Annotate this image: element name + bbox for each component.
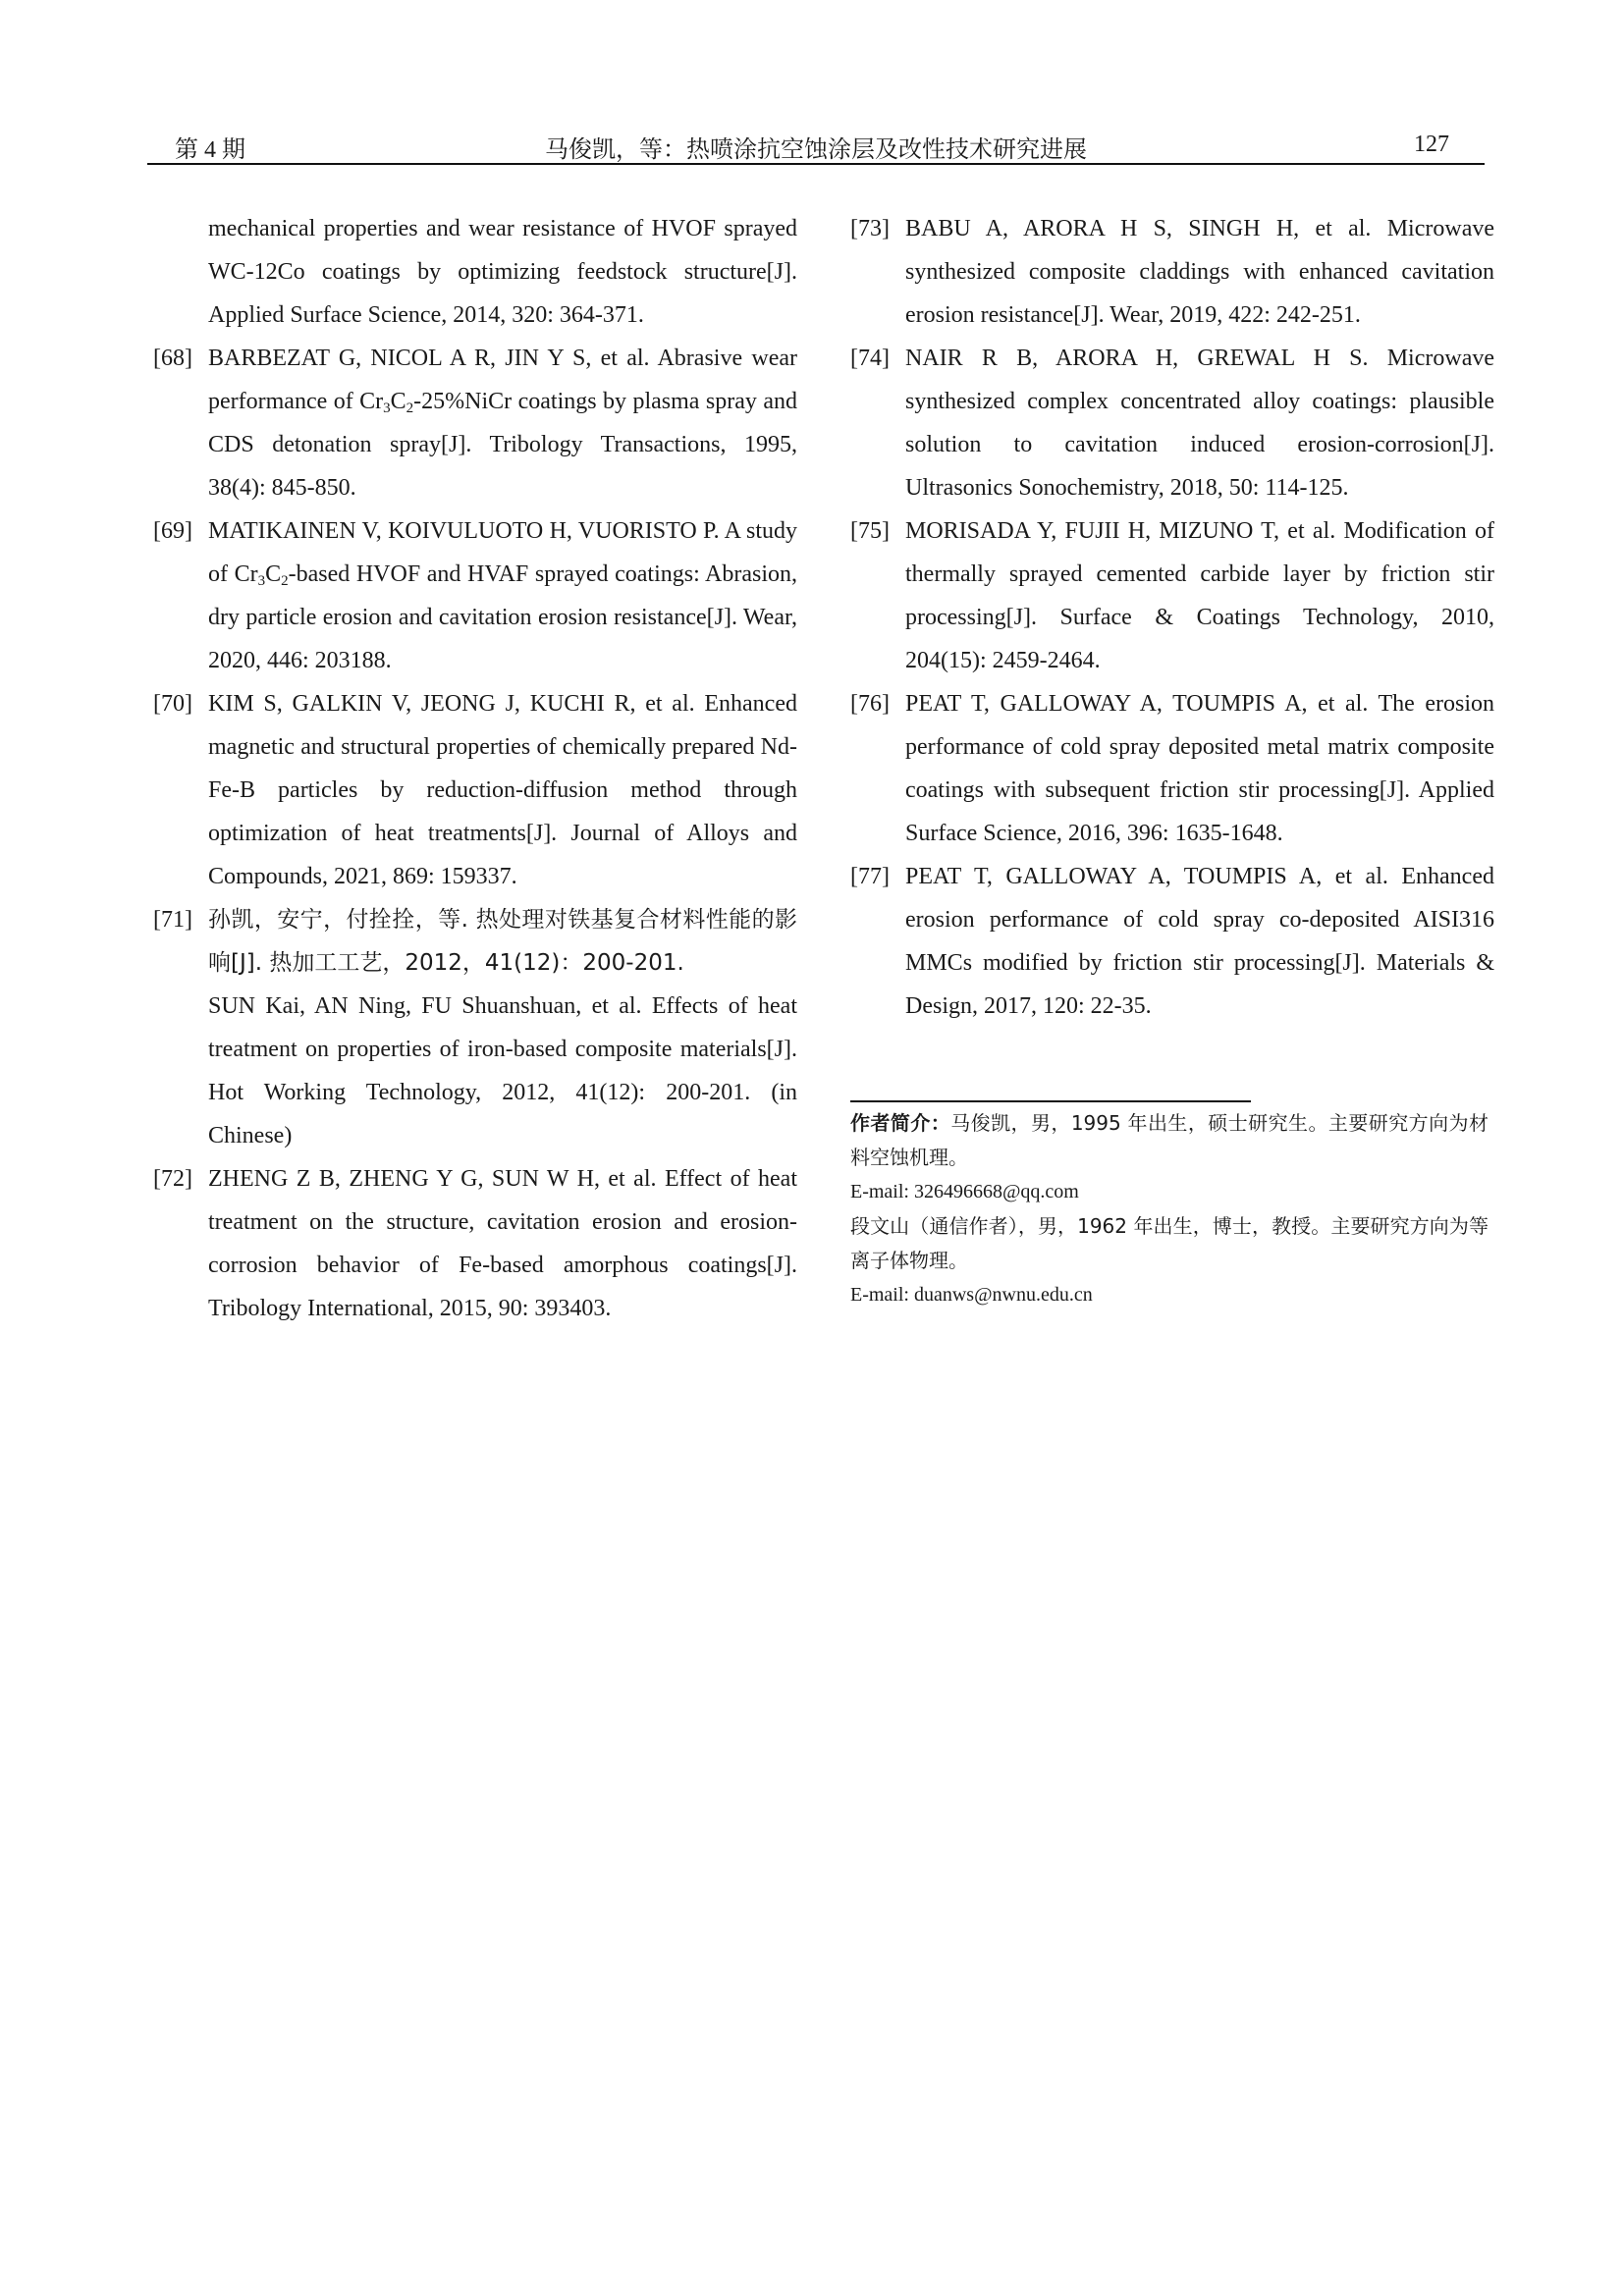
reference-68 (153, 337, 797, 509)
reference-text: NAIR R B, ARORA H, GREWAL H S. Microwave synthesized complex concentrated alloy coatings: plausible solution to cavitation induced erosion-corrosion[J]. Ultrasonics Sonochemistry, 2018, 50: 114-125. (905, 346, 1494, 501)
reference-number: [69] (153, 518, 192, 544)
right-column (850, 207, 1494, 1028)
reference-75 (850, 509, 1494, 682)
reference-text: ZHENG Z B, ZHENG Y G, SUN W H, et al. Effect of heat treatment on the structure, cavitation erosion and erosion-corrosion behavior of Fe-based amorphous coatings[J]. Tribology International, 2015, 90: 393403. (208, 1166, 797, 1321)
reference-73 (850, 207, 1494, 337)
reference-number: [76] (850, 691, 890, 717)
reference-text: MATIKAINEN V, KOIVULUOTO H, VUORISTO P. A study of $Cr_3C_2$-based HVOF and HVAF sprayed coatings: Abrasion, dry particle erosion and cavitation erosion resistance[J]. Wear, 2020, 446: 203188. (208, 518, 797, 673)
reference-77 (850, 855, 1494, 1028)
author-2-email: E-mail: duanws@nwnu.edu.cn (850, 1284, 1093, 1306)
running-title: 马俊凯，等：热喷涂抗空蚀涂层及改性技术研究进展 (545, 137, 1087, 163)
reference-76 (850, 682, 1494, 855)
reference-72 (153, 1157, 797, 1330)
issue-label: 第 4 期 (175, 137, 245, 163)
reference-number: [74] (850, 346, 890, 371)
reference-69 (153, 509, 797, 682)
reference-number: [68] (153, 346, 192, 371)
reference-text: PEAT T, GALLOWAY A, TOUMPIS A, et al. Enhanced erosion performance of cold spray co-deposited AISI316 MMCs modified by friction stir processing[J]. Materials & Design, 2017, 120: 22-35. (905, 864, 1494, 1019)
reference-number: [72] (153, 1166, 192, 1192)
reference-text: BARBEZAT G, NICOL A R, JIN Y S, et al. Abrasive wear performance of $Cr_3C_2-25\%NiCr$ coatings by plasma spray and CDS detonation spray[J]. Tribology Transactions, 1995, 38(4): 845-850. (208, 346, 797, 501)
header-rule (147, 163, 1485, 165)
author-1-email: E-mail: 326496668@qq.com (850, 1181, 1079, 1202)
reference-text: PEAT T, GALLOWAY A, TOUMPIS A, et al. The erosion performance of cold spray deposited metal matrix composite coatings with subsequent friction stir processing[J]. Applied Surface Science, 2016, 396: 1635-1648. (905, 691, 1494, 846)
reference-number: [71] (153, 907, 192, 933)
author-1-bio: 作者简介：马俊凯，男，1995 年出生，硕士研究生。主要研究方向为材料空蚀机理。 (850, 1111, 1489, 1169)
author-bio (850, 1106, 1489, 1312)
reference-text: mechanical properties and wear resistance of HVOF sprayed WC-12Co coatings by optimizing feedstock structure[J]. Applied Surface Science, 2014, 320: 364-371. (208, 216, 797, 328)
running-header (147, 126, 1485, 165)
page-number: 127 (1414, 132, 1449, 157)
reference-74 (850, 337, 1494, 509)
reference-text-chinese: 孙凯，安宁，付拴拴，等. 热处理对铁基复合材料性能的影响[J]. 热加工工艺，2012，41(12)：200-201. (208, 907, 797, 976)
reference-text: KIM S, GALKIN V, JEONG J, KUCHI R, et al. Enhanced magnetic and structural properties of chemically prepared Nd-Fe-B particles by reduction-diffusion method through optimization of heat treatments[J]. Journal of Alloys and Compounds, 2021, 869: 159337. (208, 691, 797, 889)
author-bio-rule (850, 1100, 1251, 1102)
reference-number: [77] (850, 864, 890, 889)
reference-67-continued (153, 207, 797, 337)
reference-number: [73] (850, 216, 890, 241)
reference-71 (153, 898, 797, 1157)
reference-text: MORISADA Y, FUJII H, MIZUNO T, et al. Modification of thermally sprayed cemented carbide layer by friction stir processing[J]. Surface & Coatings Technology, 2010, 204(15): 2459-2464. (905, 518, 1494, 673)
author-2-bio: 段文山（通信作者），男，1962 年出生，博士，教授。主要研究方向为等离子体物理。 (850, 1214, 1489, 1272)
bio-label: 作者简介： (850, 1111, 951, 1135)
reference-70 (153, 682, 797, 898)
reference-text-english: SUN Kai, AN Ning, FU Shuanshuan, et al. Effects of heat treatment on properties of iron-based composite materials[J]. Hot Working Technology, 2012, 41(12): 200-201. (in Chinese) (208, 993, 797, 1148)
reference-number: [75] (850, 518, 890, 544)
left-column (153, 207, 797, 1330)
reference-number: [70] (153, 691, 192, 717)
reference-text: BABU A, ARORA H S, SINGH H, et al. Microwave synthesized composite claddings with enhanced cavitation erosion resistance[J]. Wear, 2019, 422: 242-251. (905, 216, 1494, 328)
